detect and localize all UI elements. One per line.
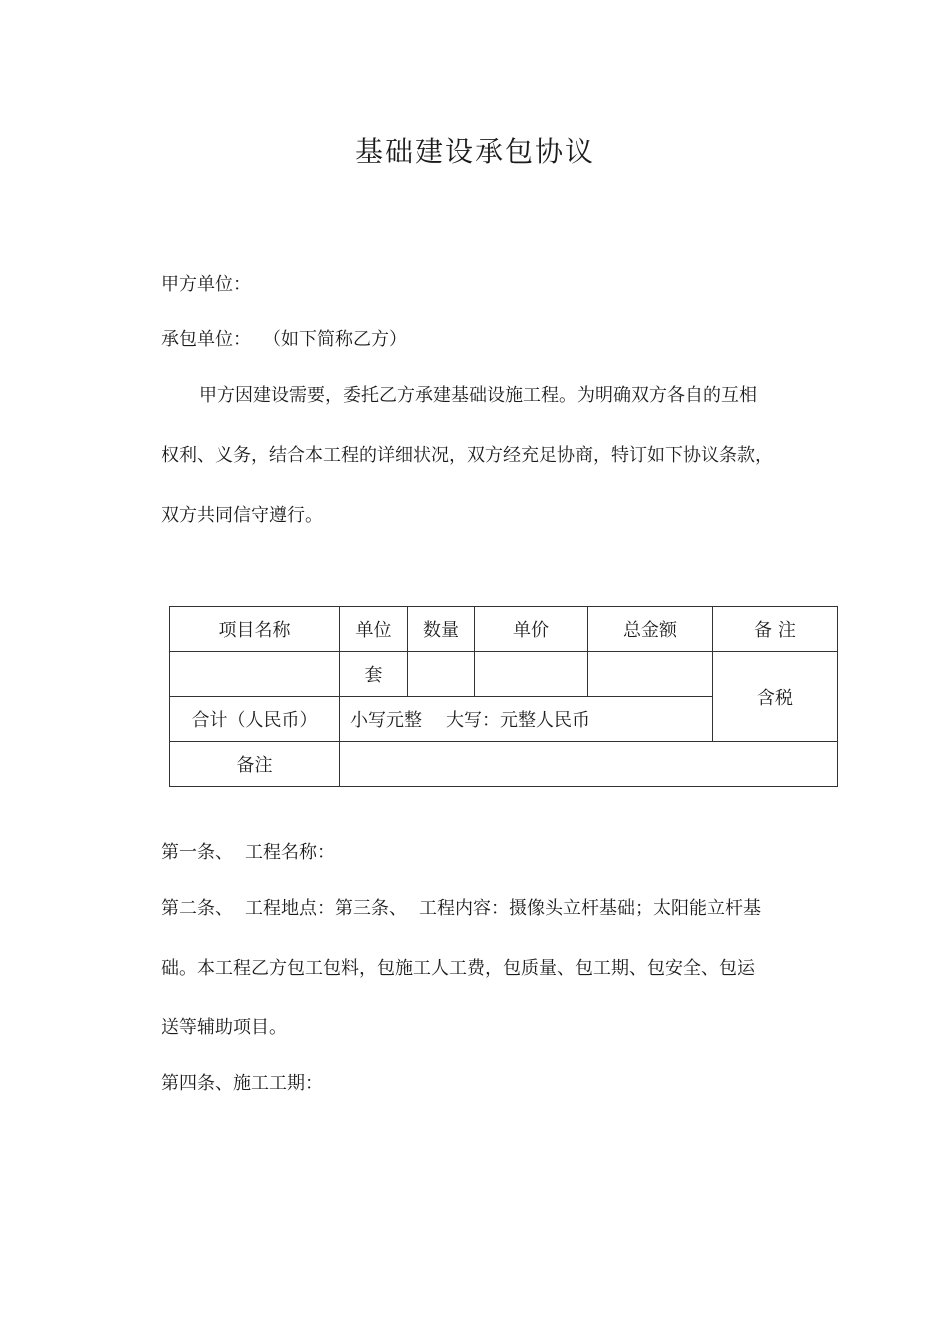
fee-table (169, 606, 838, 787)
cell-total-label: 合计（人民币） (170, 697, 340, 742)
article-2-label: 第二条、 (161, 898, 233, 919)
cell-tax-note: 含税 (713, 652, 838, 742)
table-row (170, 652, 838, 697)
cell-item-name (170, 652, 340, 697)
article-2 (161, 896, 761, 922)
article-4: 第四条、施工工期： (161, 1073, 323, 1094)
total-big: 大写：元整人民币 (446, 710, 590, 731)
article-3-continuation-1: 础。本工程乙方包工包料，包施工人工费，包质量、包工期、包安全、包运 (161, 958, 755, 979)
party-b-line (161, 327, 407, 353)
cell-quantity (408, 652, 475, 697)
table-remark-row (170, 742, 838, 787)
header-total-amount: 总金额 (588, 607, 713, 652)
article-2-text: 工程地点：第三条、 (245, 898, 407, 919)
header-item-name: 项目名称 (170, 607, 340, 652)
cell-remark-value (340, 742, 838, 787)
cell-unit-price (475, 652, 588, 697)
article-3-text: 工程内容：摄像头立杆基础；太阳能立杆基 (419, 898, 761, 919)
article-1 (161, 840, 335, 866)
intro-line-3: 双方共同信守遵行。 (161, 505, 323, 526)
header-unit-price: 单价 (475, 607, 588, 652)
document-title: 基础建设承包协议 (354, 135, 595, 168)
cell-total-value (340, 697, 713, 742)
article-3-continuation-2: 送等辅助项目。 (161, 1017, 287, 1038)
cell-unit: 套 (340, 652, 408, 697)
party-b-label: 承包单位： (161, 329, 251, 350)
intro-line-2: 权利、义务，结合本工程的详细状况，双方经充足协商，特订如下协议条款， (161, 445, 773, 466)
party-b-note: （如下简称乙方） (263, 329, 407, 350)
article-1-label: 第一条、 (161, 842, 233, 863)
party-a-line: 甲方单位： (161, 274, 251, 295)
total-small: 小写元整 (350, 710, 422, 731)
header-unit: 单位 (340, 607, 408, 652)
header-quantity: 数量 (408, 607, 475, 652)
article-1-text: 工程名称： (245, 842, 335, 863)
header-remark: 备 注 (713, 607, 838, 652)
intro-line-1: 甲方因建设需要，委托乙方承建基础设施工程。为明确双方各自的互相 (199, 385, 757, 406)
cell-remark-label: 备注 (170, 742, 340, 787)
cell-total-amount (588, 652, 713, 697)
table-header-row (170, 607, 838, 652)
